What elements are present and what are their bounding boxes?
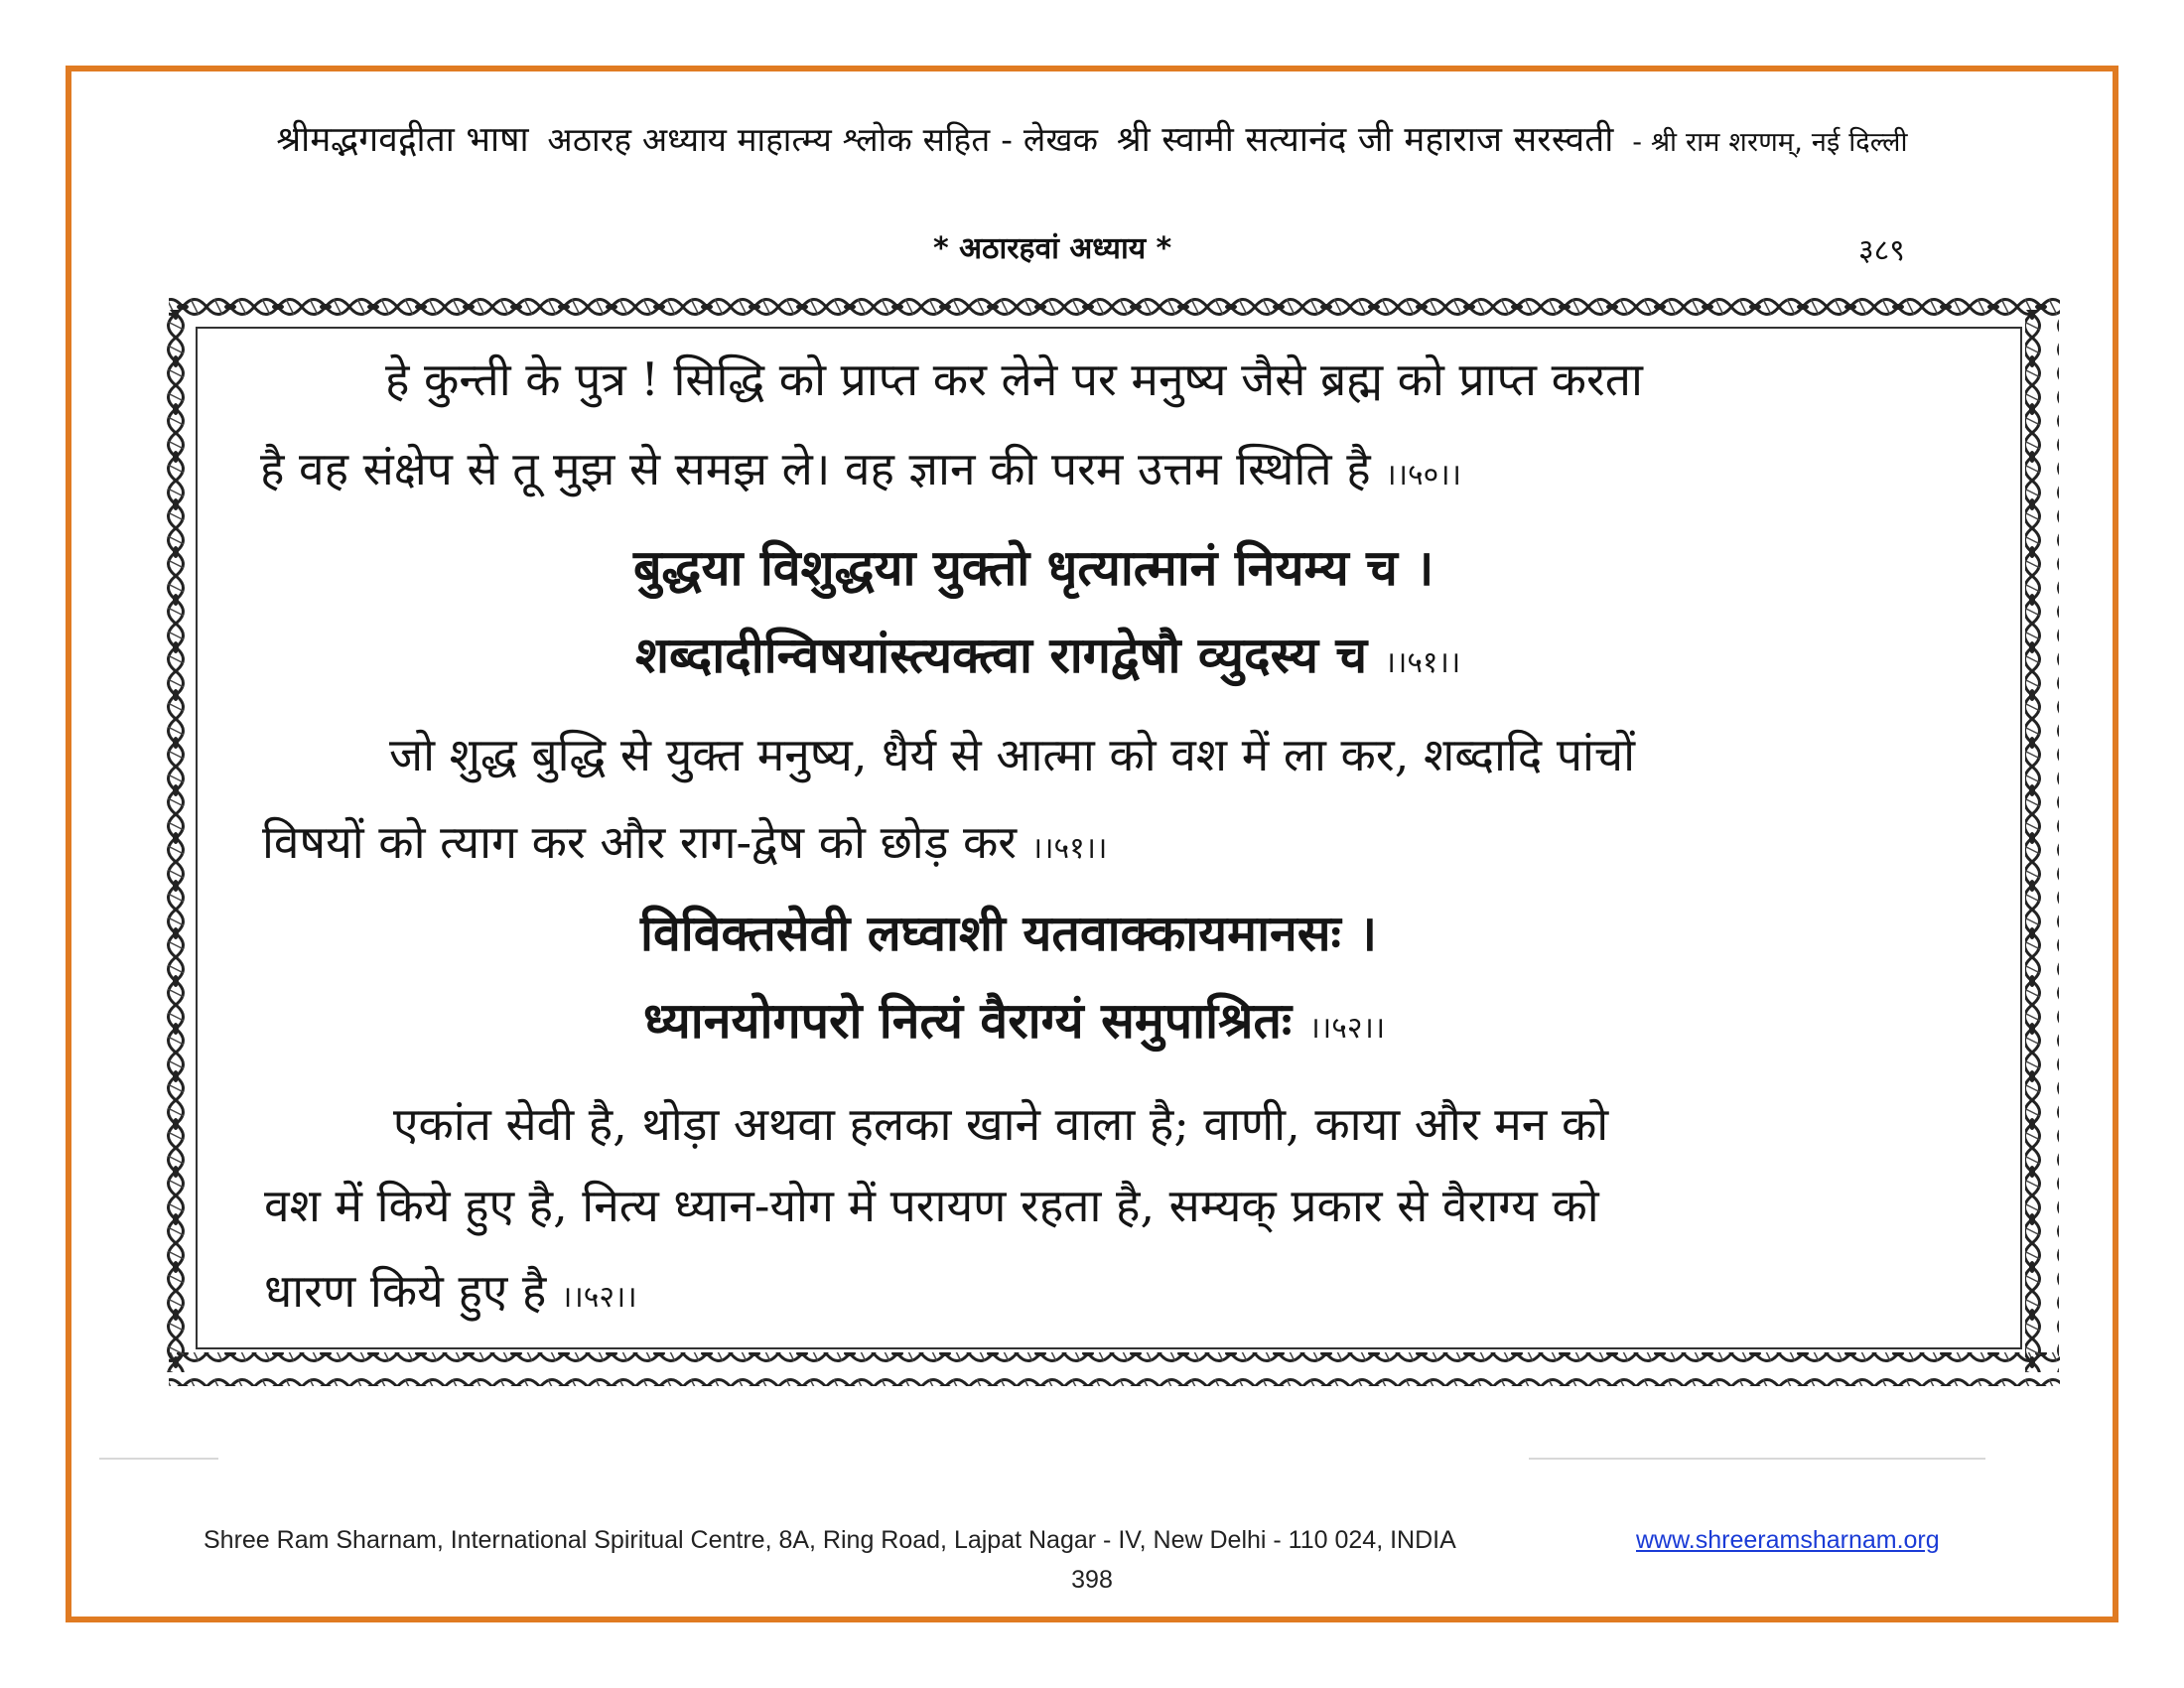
verse-number: ।।५१।। (1384, 645, 1461, 680)
header-subtitle: अठारह अध्याय माहात्म्य श्लोक सहित - लेखक (547, 120, 1099, 159)
verse-line (643, 985, 1385, 1053)
prose-line (262, 810, 1107, 872)
prose-line: एकांत सेवी है, थोड़ा अथवा हलका खाने वाला है; वाणी, काया और मन को (393, 1097, 1609, 1151)
verse-line: विविक्तसेवी लघ्वाशी यतवाक्कायमानसः । (640, 905, 1378, 962)
scan-artifact (1529, 1458, 1985, 1460)
scanned-page-frame (159, 290, 2070, 1397)
footer-address: Shree Ram Sharnam, International Spiritual Centre, 8A, Ring Road, Lajpat Nagar - IV, New Delhi - 110 024, INDIA (204, 1526, 1456, 1554)
verse-number: ।।५०।। (1385, 458, 1461, 492)
document-header (0, 115, 2184, 162)
prose-text: विषयों को त्याग कर और राग-द्वेष को छोड़ कर (262, 815, 1018, 869)
verse-text: ध्यानयोगपरो नित्यं वैराग्यं समुपाश्रितः (643, 992, 1293, 1050)
prose-line (260, 437, 1461, 498)
scanned-page-number: ३८९ (1858, 233, 1905, 268)
scan-artifact (99, 1458, 218, 1460)
prose-text: है वह संक्षेप से तू मुझ से समझ ले। वह ज्ञान की परम उत्तम स्थिति है (260, 442, 1371, 495)
prose-line (264, 1259, 637, 1321)
verse-line (635, 620, 1460, 687)
verse-number: ।।५२।। (1308, 1011, 1386, 1046)
header-publisher: - श्री राम शरणम्, नई दिल्ली (1632, 127, 1908, 158)
prose-text: धारण किये हुए है (264, 1264, 547, 1318)
verse-number: ।।५२।। (560, 1280, 637, 1315)
verse-text: शब्दादीन्विषयांस्त्यक्त्वा रागद्वेषौ व्युदस्य च (635, 627, 1368, 684)
header-author: श्री स्वामी सत्यानंद जी महाराज सरस्वती (1116, 120, 1614, 160)
prose-line: हे कुन्ती के पुत्र ! सिद्धि को प्राप्त कर लेने पर मनुष्य जैसे ब्रह्म को प्राप्त करता (385, 352, 1643, 406)
website-link[interactable]: www.shreeramsharnam.org (1636, 1526, 1940, 1554)
verse-line: बुद्धया विशुद्धया युक्तो धृत्यात्मानं नियम्य च । (633, 539, 1434, 597)
prose-line: वश में किये हुए है, नित्य ध्यान-योग में परायण रहता है, सम्यक् प्रकार से वैराग्य को (264, 1179, 1599, 1232)
verse-number: ।।५१।। (1030, 831, 1108, 866)
prose-line: जो शुद्ध बुद्धि से युक्त मनुष्य, धैर्य से आत्मा को वश में ला कर, शब्दादि पांचों (389, 728, 1636, 781)
header-title: श्रीमद्भगवद्गीता भाषा (276, 120, 529, 160)
chapter-heading: * अठारहवां अध्याय * (933, 231, 1172, 266)
footer-page-number: 398 (1071, 1566, 1113, 1594)
